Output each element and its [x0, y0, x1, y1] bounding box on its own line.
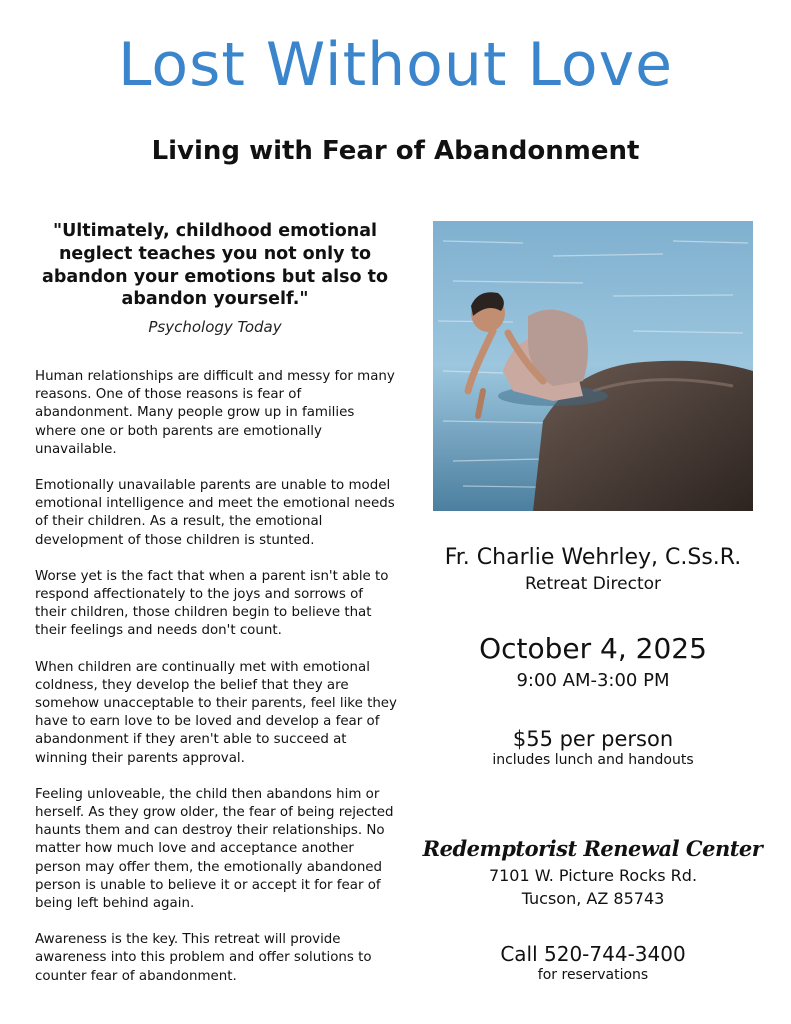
flyer-subtitle: Living with Fear of Abandonment	[151, 136, 640, 166]
contact-phone: Call 520-744-3400	[500, 942, 686, 966]
pull-quote: "Ultimately, childhood emotional neglect teaches you not only to abandon your emotions but also to abandon yourself."	[42, 221, 388, 310]
body-paragraph: When children are continually met with emotional coldness, they develop the belief that they are somehow unacceptable to their parents, feel like they have to earn love to be loved and develop a fear of abandonment if they aren't able to succeed at winning their parents approval.	[35, 659, 397, 766]
director-role: Retreat Director	[524, 574, 662, 594]
quote-source: Psychology Today	[148, 318, 282, 336]
photo-person-on-rock	[433, 221, 753, 511]
venue-address-line2: Tucson, AZ 85743	[521, 889, 665, 908]
event-price: $55 per person	[512, 727, 674, 751]
venue-name: Redemptorist Renewal Center	[422, 836, 763, 861]
body-paragraph: Feeling unloveable, the child then abandons him or herself. As they grow older, the fear of being rejected haunts them and can destroy their relationships. No matter how much love and acceptance another person may offer them, the emotionally abandoned person is unable to believe it or accept it for fear of being left behind again.	[35, 786, 394, 912]
venue-address-line1: 7101 W. Picture Rocks Rd.	[488, 866, 698, 885]
body-text	[35, 368, 397, 1004]
body-paragraph: Emotionally unavailable parents are unable to model emotional intelligence and meet the emotional needs of their children. As a result, the emotional development of those children is stunted.	[35, 478, 395, 548]
director-name: Fr. Charlie Wehrley, C.Ss.R.	[444, 545, 742, 570]
body-paragraph: Worse yet is the fact that when a parent isn't able to respond affectionately to the joys and sorrows of their children, those children begin to believe that their feelings and needs don't count.	[35, 568, 389, 639]
event-date: October 4, 2025	[479, 632, 707, 665]
director-block	[433, 545, 753, 594]
body-paragraph: Awareness is the key. This retreat will provide awareness into this problem and offer solutions to counter fear of abandonment.	[35, 932, 372, 984]
contact-note: for reservations	[537, 967, 649, 983]
price-note: includes lunch and handouts	[492, 752, 694, 768]
flyer-title: Lost Without Love	[117, 30, 673, 100]
body-paragraph: Human relationships are difficult and messy for many reasons. One of those reasons is fear of abandonment. Many people grow up in families where one or both parents are emotionally unavailable.	[35, 369, 395, 457]
event-time: 9:00 AM-3:00 PM	[516, 670, 670, 691]
